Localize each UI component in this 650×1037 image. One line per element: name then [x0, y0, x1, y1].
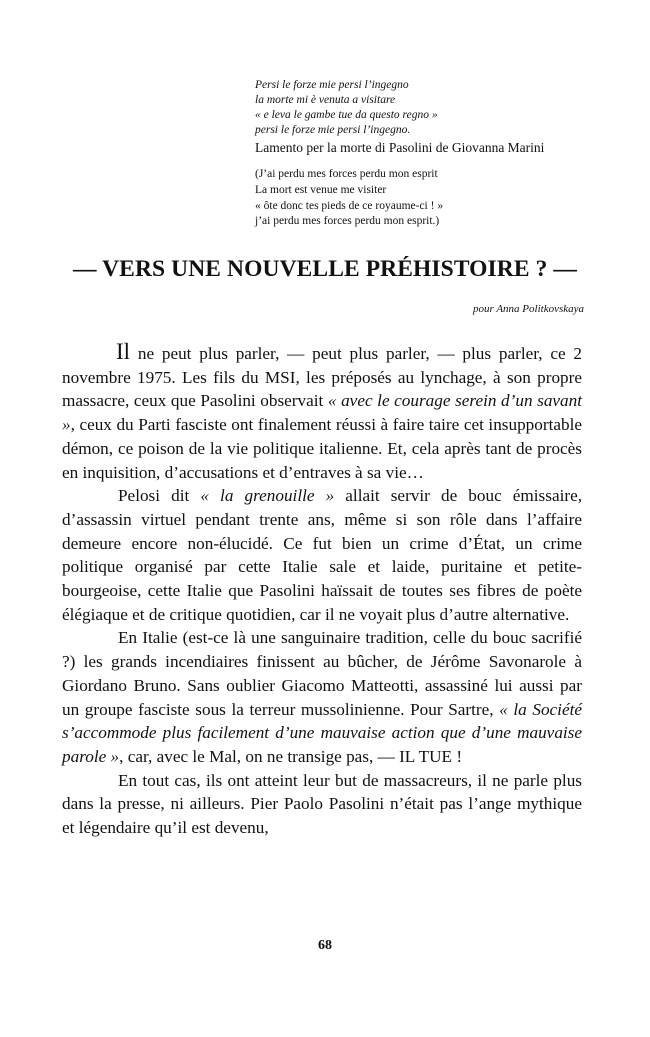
dedication: pour Anna Politkovskaya	[473, 303, 584, 315]
epigraph-french-line-2: La mort est venue me visiter	[255, 183, 387, 196]
body-text	[62, 340, 582, 840]
paragraph-3-text-a: En Italie (est-ce là une sanguinaire tradition, celle du bouc sacrifié ?) les grands incendiaires finissent au bûcher, de Jérôme Savonarole à Giordano Bruno. Sans oublier Giacomo Matteotti, assassiné lui aussi par un groupe fasciste sous la terreur mussolinienne. Pour Sartre,	[62, 628, 582, 719]
paragraph-2-quote: « la grenouille »	[200, 486, 335, 506]
paragraph-1	[62, 340, 582, 484]
epigraph-french-line-1: (J’ai perdu mes forces perdu mon esprit	[255, 168, 438, 180]
paragraph-4-text-a: En tout cas, ils ont atteint leur but de massacreurs, il ne parle plus dans la presse, ni ailleurs. Pier Paolo Pasolini n’était pas l’ange mythique et légendaire qu’il est devenu,	[62, 770, 582, 838]
epigraph-italian-line-3: « e leva le gambe tue da questo regno »	[255, 109, 438, 121]
paragraph-3	[62, 626, 582, 768]
chapter-title: — VERS UNE NOUVELLE PRÉHISTOIRE ? —	[72, 256, 578, 282]
page-number: 68	[318, 938, 332, 953]
epigraph-italian-line-2: la morte mi è venuta a visitare	[255, 94, 396, 106]
epigraph-french-line-3: « ôte donc tes pieds de ce royaume-ci ! »	[255, 199, 444, 212]
epigraph-french	[255, 167, 615, 230]
paragraph-3-quote: « la Société s’accommode plus facilement d’une mauvaise action que d’une mauvaise parole »	[62, 699, 582, 766]
paragraph-1-text-c: , ceux du Parti fasciste ont finalement réussi à faire taire cet insupportable démon, ce poison de la vie politique italienne. Et, cela après tant de procès en inquisition, d’accusations et d’entraves à sa vie…	[62, 415, 582, 482]
paragraph-4	[62, 769, 582, 840]
paragraph-2-text-c: allait servir de bouc émissaire, d’assassin virtuel pendant trente ans, même si son rôle dans l’affaire demeure encore non-élucidé. Ce fut bien un crime d’État, un crime politique organisé par cette Italie sale et laide, puritaine et petite-bourgeoise, cette Italie que Pasolini haïssait de toutes ses fibres de poète élégiaque et de critique quotidien, car il ne voyait plus d’autre alternative.	[62, 486, 582, 624]
paragraph-2-text-a: Pelosi dit	[118, 486, 201, 506]
epigraph-italian-line-1: Persi le forze mie persi l’ingegno	[255, 79, 409, 91]
epigraph	[255, 78, 615, 230]
paragraph-1-text-a: ne peut plus parler, — peut plus parler, — plus parler, ce 2 novembre 1975. Les fils du MSI, les préposés au lynchage, à son propre massacre, ceux que Pasolini observait	[62, 344, 582, 411]
epigraph-italian-line-4: persi le forze mie persi l’ingegno.	[255, 124, 411, 136]
paragraph-1-quote: « avec le courage serein d’un savant »	[62, 391, 583, 435]
paragraph-3-text-c: , car, avec le Mal, on ne transige pas, — IL TUE !	[119, 746, 463, 766]
paragraph-1-initial: Il	[116, 339, 131, 364]
paragraph-2	[62, 484, 582, 626]
epigraph-french-line-4: j’ai perdu mes forces perdu mon esprit.)	[255, 215, 440, 228]
epigraph-credit: Lamento per la morte di Pasolini de Giovanna Marini	[255, 140, 545, 155]
